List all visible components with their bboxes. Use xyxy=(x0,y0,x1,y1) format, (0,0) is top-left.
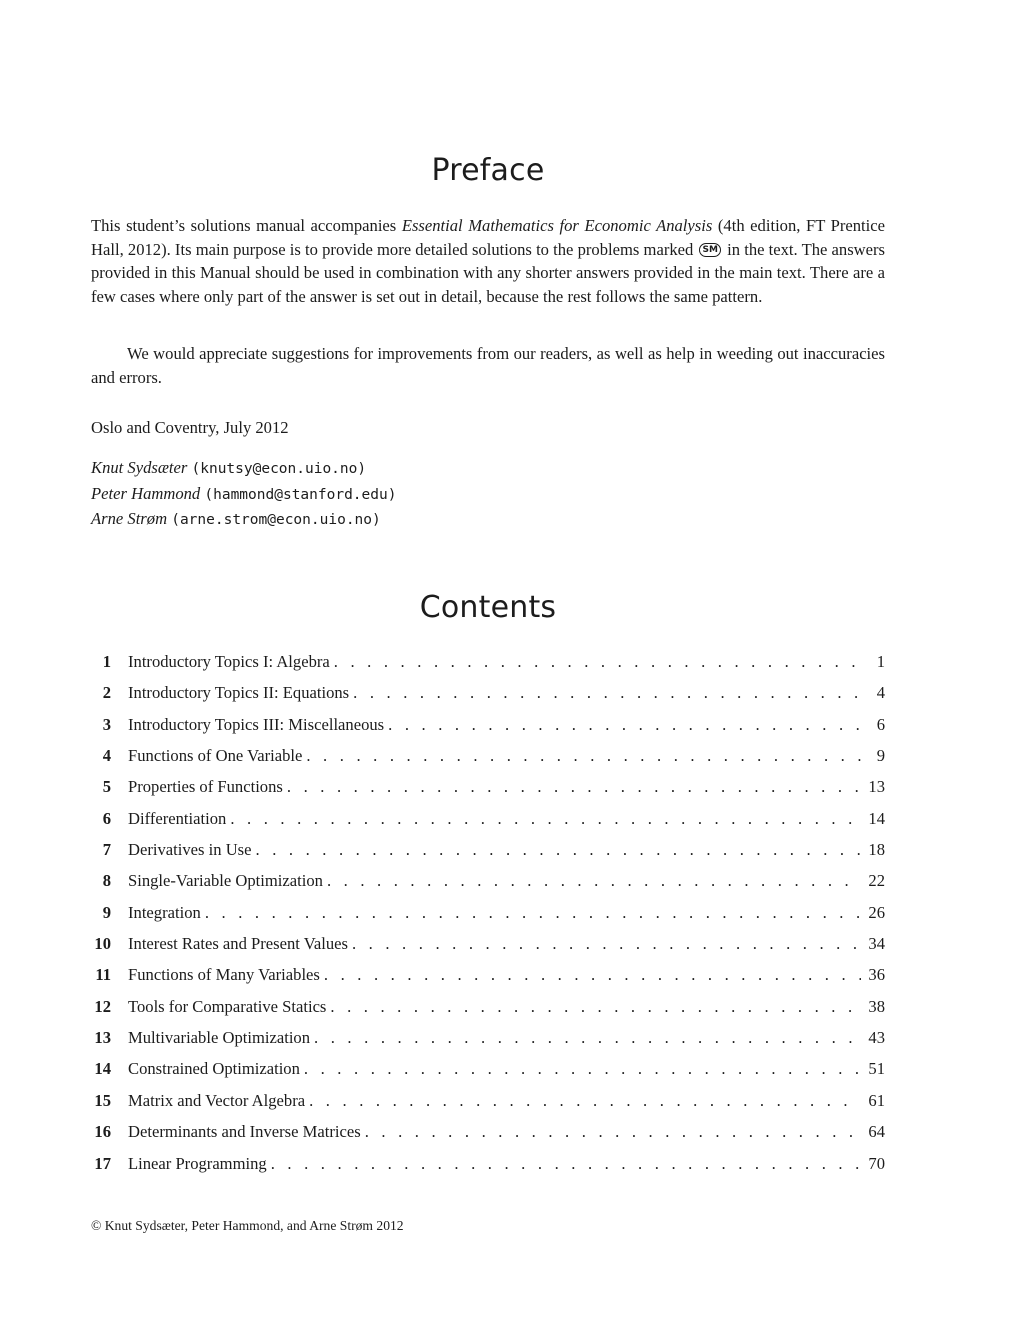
toc-dot-leader xyxy=(230,809,861,829)
toc-dot-leader xyxy=(306,746,861,766)
toc-page-number: 43 xyxy=(868,1028,885,1048)
toc-dot-leader xyxy=(309,1091,861,1111)
toc-page-number: 18 xyxy=(868,840,885,860)
toc-entry[interactable] xyxy=(91,1122,885,1153)
toc-chapter-number: 16 xyxy=(94,1122,111,1142)
author-list xyxy=(91,456,396,533)
toc-chapter-title: Determinants and Inverse Matrices xyxy=(128,1122,361,1142)
table-of-contents xyxy=(91,652,885,1185)
toc-chapter-number: 6 xyxy=(102,808,111,828)
toc-dot-leader xyxy=(287,777,861,797)
author-name: Knut Sydsæter xyxy=(91,458,188,477)
author-entry xyxy=(91,482,396,508)
toc-chapter-number: 9 xyxy=(102,902,111,922)
toc-chapter-title: Matrix and Vector Algebra xyxy=(128,1090,306,1110)
preface-title: Preface xyxy=(431,153,545,188)
toc-entry[interactable] xyxy=(91,1091,885,1122)
toc-page-number: 61 xyxy=(868,1090,885,1110)
toc-page-number: 13 xyxy=(868,777,885,797)
preface-text-part-3: in the text. The answers provided in this Manual should be used in combination with any shorter answers provided in the main text. There are a few cases where only part of the answer is set out in detail, because the rest follows the same pattern. xyxy=(91,239,885,306)
toc-entry[interactable] xyxy=(91,683,885,714)
toc-chapter-title: Single-Variable Optimization xyxy=(128,871,323,891)
toc-chapter-title: Linear Programming xyxy=(128,1153,267,1173)
toc-dot-leader xyxy=(330,997,861,1017)
toc-page-number: 26 xyxy=(868,902,885,922)
toc-dot-leader xyxy=(324,965,861,985)
author-name: Arne Strøm xyxy=(91,509,168,528)
toc-page-number: 1 xyxy=(876,652,885,671)
toc-dot-leader xyxy=(353,683,861,703)
toc-chapter-number: 5 xyxy=(102,777,111,797)
toc-chapter-title: Multivariable Optimization xyxy=(128,1028,311,1048)
toc-chapter-number: 15 xyxy=(94,1090,111,1110)
toc-entry[interactable] xyxy=(91,652,885,683)
toc-chapter-number: 1 xyxy=(102,652,111,671)
toc-page-number: 14 xyxy=(868,808,885,828)
toc-chapter-number: 12 xyxy=(94,996,111,1016)
toc-entry[interactable] xyxy=(91,934,885,965)
toc-dot-leader xyxy=(304,1059,861,1079)
contents-title: Contents xyxy=(419,590,557,625)
toc-dot-leader xyxy=(334,652,861,672)
toc-entry[interactable] xyxy=(91,1028,885,1059)
toc-entry[interactable] xyxy=(91,809,885,840)
toc-chapter-title: Functions of Many Variables xyxy=(128,965,320,985)
author-entry xyxy=(91,456,396,482)
toc-chapter-number: 13 xyxy=(94,1028,111,1048)
toc-entry[interactable] xyxy=(91,777,885,808)
toc-chapter-title: Introductory Topics I: Algebra xyxy=(128,652,330,671)
toc-page-number: 6 xyxy=(876,714,885,734)
author-email: (knutsy@econ.uio.no) xyxy=(191,461,367,477)
toc-entry[interactable] xyxy=(91,1154,885,1185)
toc-dot-leader xyxy=(327,871,861,891)
toc-page-number: 4 xyxy=(876,683,885,703)
copyright-footer: © Knut Sydsæter, Peter Hammond, and Arne Strøm 2012 xyxy=(91,1218,404,1233)
toc-page-number: 70 xyxy=(868,1153,885,1173)
toc-page-number: 9 xyxy=(876,746,885,766)
toc-page-number: 36 xyxy=(868,965,885,985)
toc-chapter-number: 7 xyxy=(102,840,111,860)
toc-chapter-number: 3 xyxy=(102,714,111,734)
toc-chapter-title: Derivatives in Use xyxy=(128,840,252,860)
toc-entry[interactable] xyxy=(91,840,885,871)
toc-entry[interactable] xyxy=(91,715,885,746)
toc-chapter-number: 8 xyxy=(102,871,111,891)
toc-dot-leader xyxy=(314,1028,861,1048)
toc-entry[interactable] xyxy=(91,746,885,777)
toc-page-number: 38 xyxy=(868,996,885,1016)
author-email: (hammond@stanford.edu) xyxy=(204,486,397,503)
toc-chapter-number: 14 xyxy=(94,1059,111,1079)
toc-entry[interactable] xyxy=(91,1059,885,1090)
toc-chapter-number: 4 xyxy=(102,746,111,766)
toc-chapter-number: 10 xyxy=(94,934,111,954)
toc-chapter-title: Introductory Topics III: Miscellaneous xyxy=(128,714,385,734)
book-title: Essential Mathematics for Economic Analysis xyxy=(401,216,713,235)
toc-chapter-number: 2 xyxy=(102,683,111,703)
toc-page-number: 64 xyxy=(868,1122,885,1142)
toc-dot-leader xyxy=(271,1154,861,1174)
preface-paragraph-2: We would appreciate suggestions for improvements from our readers, as well as help in weeding out inaccuracies and errors. xyxy=(91,344,885,387)
toc-chapter-number: 11 xyxy=(95,965,111,985)
toc-entry[interactable] xyxy=(91,903,885,934)
author-email: (arne.strom@econ.uio.no) xyxy=(171,512,381,528)
toc-dot-leader xyxy=(205,903,861,923)
toc-dot-leader xyxy=(352,934,861,954)
toc-dot-leader xyxy=(365,1122,861,1142)
toc-entry[interactable] xyxy=(91,997,885,1028)
toc-chapter-title: Introductory Topics II: Equations xyxy=(128,683,350,703)
toc-chapter-number: 17 xyxy=(94,1153,111,1173)
toc-page-number: 34 xyxy=(868,934,885,954)
author-entry xyxy=(91,507,396,533)
preface-text-part-2: (4th edition, FT Prentice Hall, 2012). Its main purpose is to provide more detailed solutions to the problems marked xyxy=(91,216,885,259)
toc-chapter-title: Tools for Comparative Statics xyxy=(128,996,327,1016)
toc-chapter-title: Integration xyxy=(128,902,201,922)
toc-dot-leader xyxy=(388,715,861,735)
preface-text-part-1: This student’s solutions manual accompanies xyxy=(91,216,402,235)
toc-entry[interactable] xyxy=(91,871,885,902)
place-date: Oslo and Coventry, July 2012 xyxy=(91,418,289,437)
toc-chapter-title: Properties of Functions xyxy=(128,777,283,797)
toc-chapter-title: Constrained Optimization xyxy=(128,1059,300,1079)
toc-entry[interactable] xyxy=(91,965,885,996)
toc-chapter-title: Interest Rates and Present Values xyxy=(128,934,348,954)
document-page xyxy=(91,0,885,1326)
toc-page-number: 51 xyxy=(868,1059,885,1079)
toc-chapter-title: Functions of One Variable xyxy=(128,746,303,766)
sm-marker-icon: SM xyxy=(699,243,720,257)
toc-chapter-title: Differentiation xyxy=(128,808,227,828)
author-name: Peter Hammond xyxy=(91,483,201,503)
toc-page-number: 22 xyxy=(868,871,885,891)
preface-paragraph-1 xyxy=(91,214,885,308)
toc-dot-leader xyxy=(256,840,862,860)
